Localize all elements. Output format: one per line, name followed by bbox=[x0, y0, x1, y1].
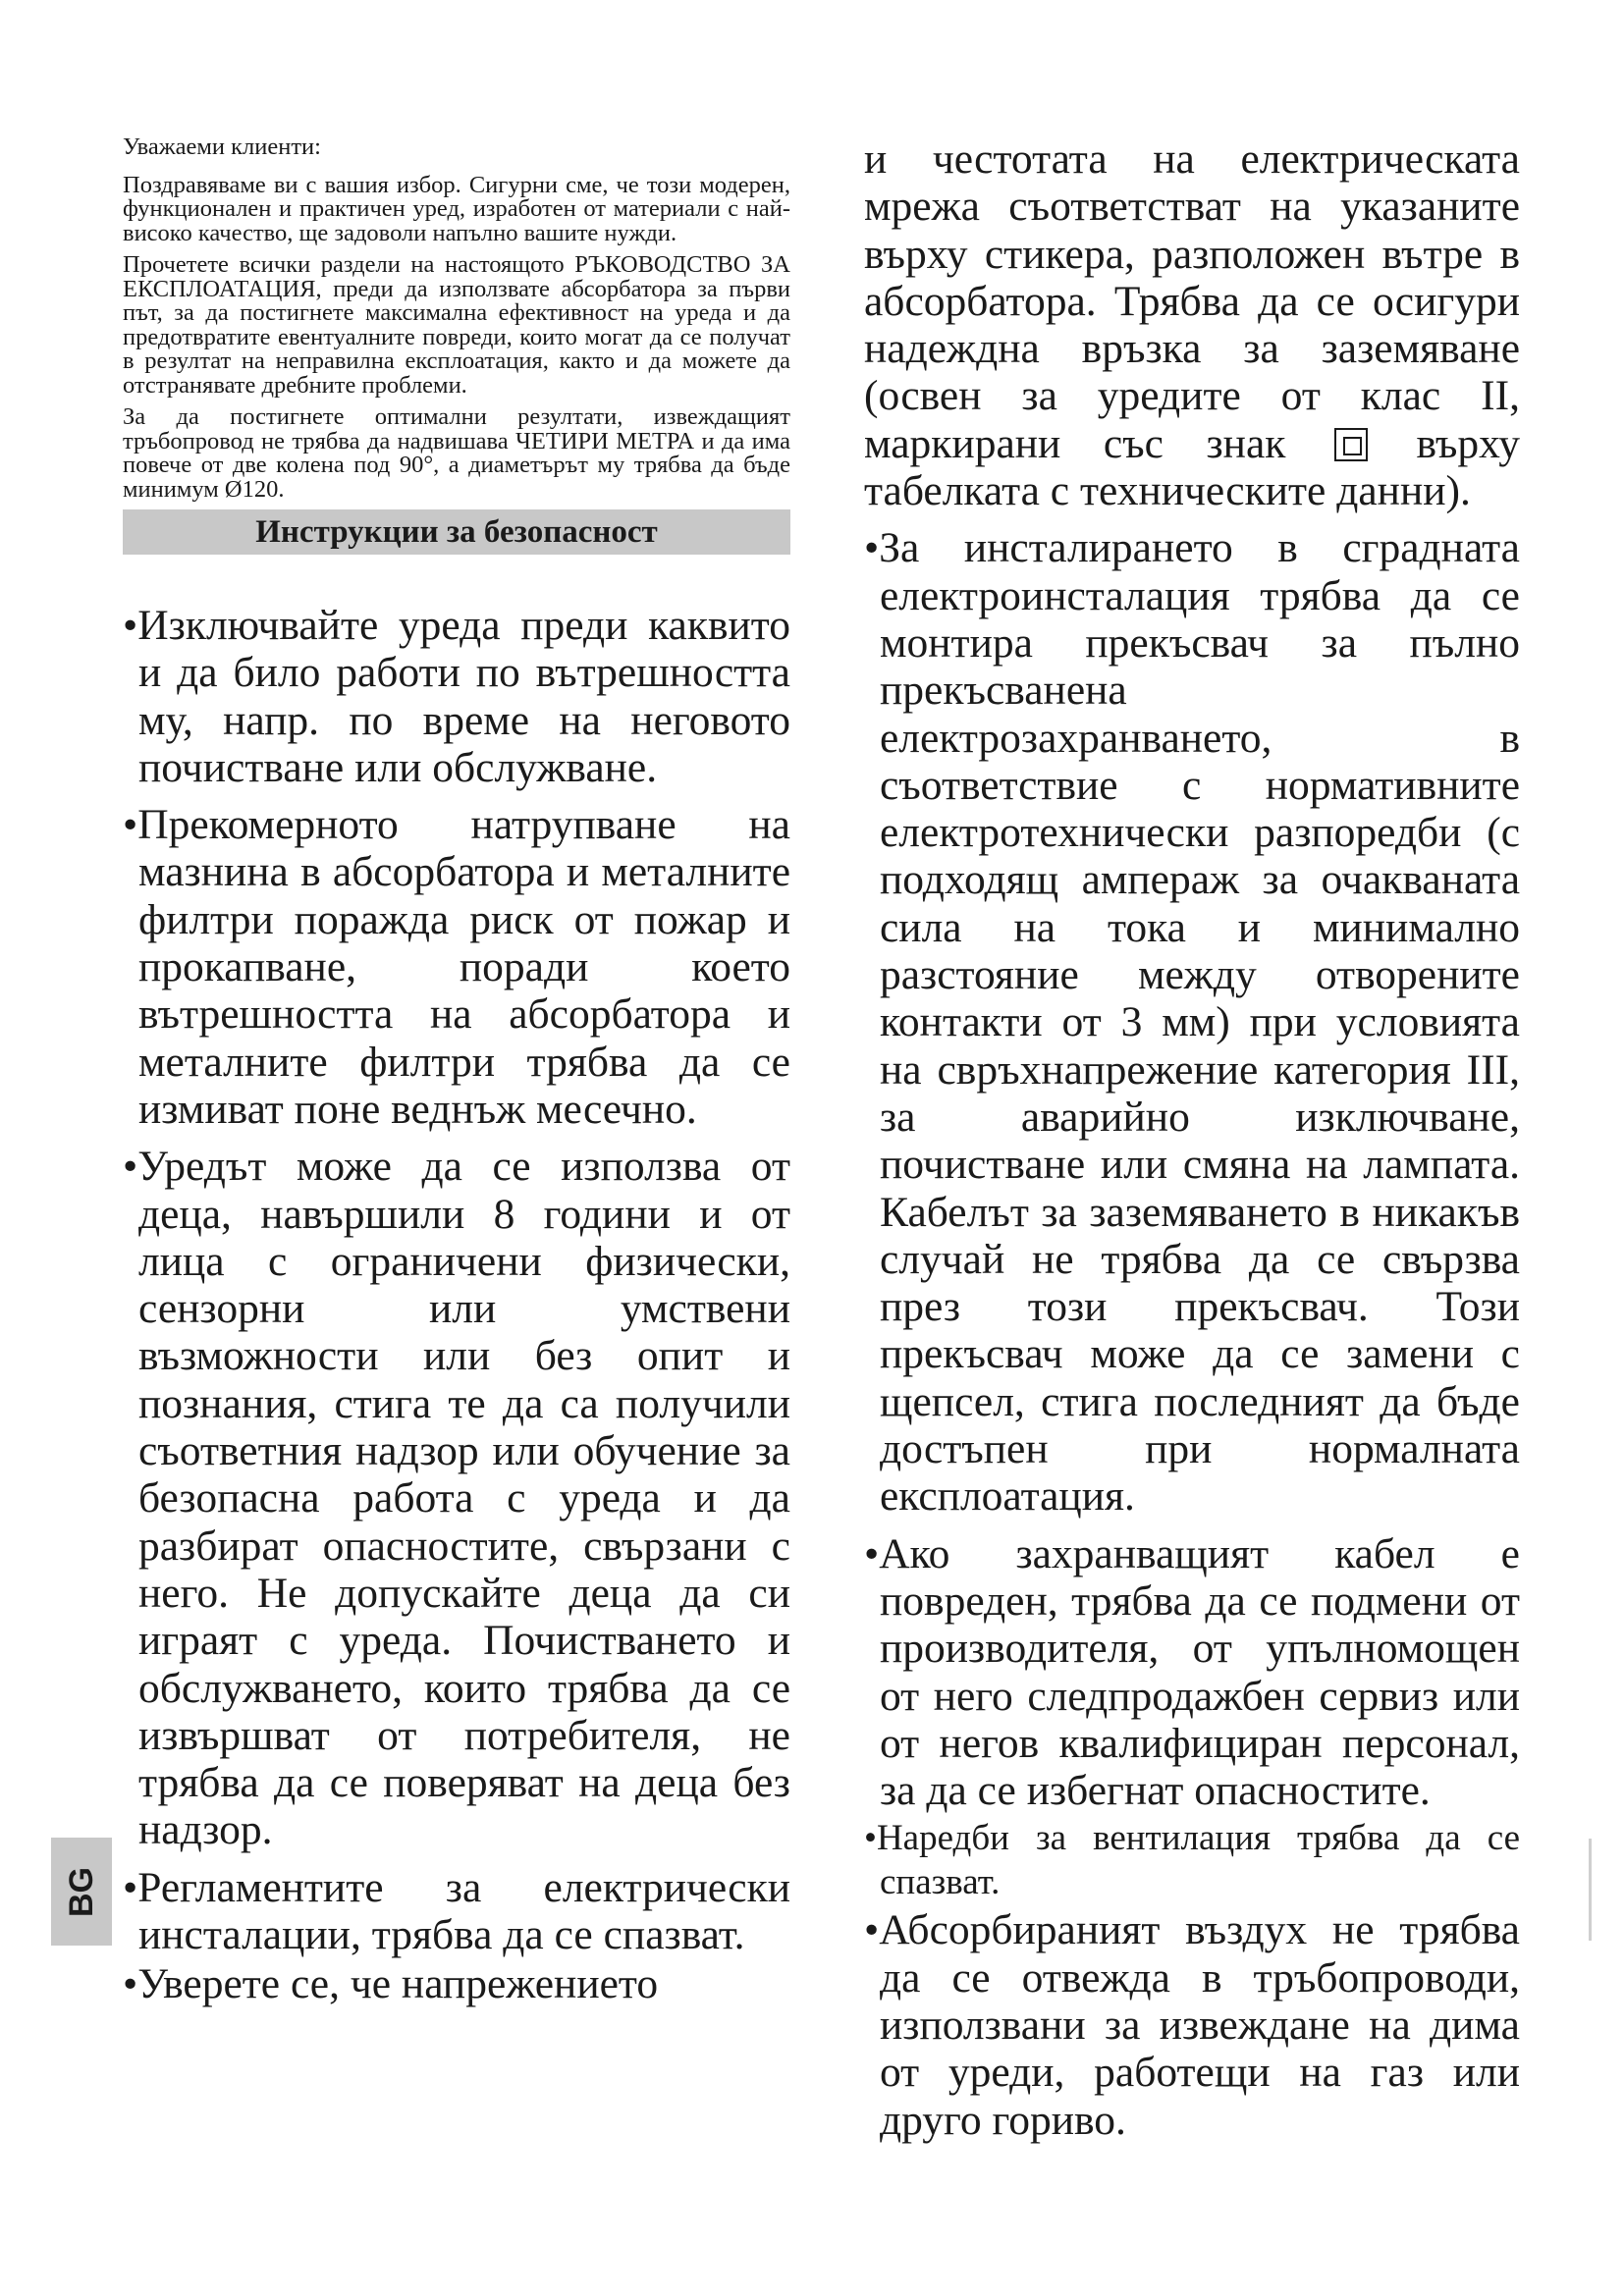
intro-paragraph: Прочетете всички раздели на настоящото РЪКОВОДСТВО ЗА ЕКСПЛОАТАЦИЯ, преди да използвате абсорбатора за първи път, за да постигнете максимална ефективност на уреда и да предотвратите евентуалните повреди, които могат да се получат в резултат на неправилна експлоатация, както и да можете да отстранявате дребните проблеми. bbox=[123, 251, 790, 399]
left-column bbox=[123, 135, 790, 2018]
continued-paragraph bbox=[864, 135, 1520, 514]
safety-bullet: •Уредът може да се използва от деца, навършили 8 години и от лица с ограничени физически, сензорни или умствени възможности или без опит и познания, стига те да са получили съответния надзор или обучение за безопасна работа с уреда и да разбират опасностите, свързани с него. Не допускайте деца да си играят с уреда. Почистването и обслужването, които трябва да се извършват от потребителя, не трябва да се поверяват на деца без надзор. bbox=[123, 1143, 790, 1854]
page-edge-marker bbox=[1589, 1839, 1592, 1941]
language-code: BG bbox=[62, 1866, 100, 1917]
section-title: Инструкции за безопасност bbox=[255, 513, 658, 550]
continued-text-end: върху табелката с техническите данни). bbox=[864, 419, 1520, 515]
safety-bullet: •Уверете се, че напрежението bbox=[123, 1960, 659, 2008]
safety-bullet: •Прекомерното натрупване на мазнина в абсорбатора и металните филтри поражда риск от пожар и прокапване, поради което вътрешността на абсорбатора и металните филтри трябва да се измиват поне веднъж месечно. bbox=[123, 801, 790, 1133]
safety-bullets-left bbox=[123, 602, 790, 2008]
intro-paragraph: Поздравяваме ви с вашия избор. Сигурни сме, че този модерен, функционален и практичен уред, изработен от материали с най-високо качество, ще задоволи напълно вашите нужди. bbox=[123, 171, 790, 246]
safety-bullet: •Ако захранващият кабел е повреден, трябва да се подмени от производителя, от упълномощен от него следпродажбен сервиз или от негов квалифициран персонал, за да се избегнат опасностите. bbox=[864, 1529, 1520, 1815]
intro-paragraph: За да постигнете оптимални резултати, извеждащият тръбопровод не трябва да надвишава ЧЕТИРИ МЕТРА и да има повече от две колена под 90°, а диаметърът му трябва да бъде минимум Ø120. bbox=[123, 403, 790, 503]
class-ii-symbol-icon bbox=[1334, 428, 1368, 461]
safety-bullet: •За инсталирането в сградната електроинсталация трябва да се монтира прекъсвач за пълно прекъсванена електрозахранването, в съответствие с нормативните електротехнически разпоредби (с подходящ ампераж за очакваната сила на тока и минимално разстояние между отворените контакти от 3 мм) при условията на свръхнапрежение категория III, за аварийно изключване, почистване или смяна на лампата. Кабелът за заземяването в никакъв случай не трябва да се свързва през този прекъсвач. Този прекъсвач може да се замени с щепсел, стига последният да бъде достъпен при нормалната експлоатация. bbox=[864, 524, 1520, 1521]
continued-text: и честотата на електрическата мрежа съответстват на указаните върху стикера, разположен вътре в абсорбатора. Трябва да се осигури надеждна връзка за заземяване (освен за уредите от клас II, маркирани със знак bbox=[864, 135, 1520, 467]
greeting: Уважаеми клиенти: bbox=[123, 133, 321, 160]
safety-bullet: •Регламентите за електрически инсталации, трябва да се спазват. bbox=[123, 1863, 790, 1959]
section-heading-bar bbox=[123, 509, 790, 555]
safety-bullet: •Абсорбираният въздух не трябва да се отвежда в тръбопроводи, използвани за извеждане на дима от уреди, работещи на газ или друго гориво. bbox=[864, 1906, 1520, 2144]
safety-bullet: •Наредби за вентилация трябва да се спазват. bbox=[864, 1818, 1520, 1903]
safety-bullet: •Изключвайте уреда преди каквито и да било работи по вътрешността му, напр. по време на неговото почистване или обслужване. bbox=[123, 602, 790, 791]
right-column bbox=[864, 135, 1520, 2154]
intro-section bbox=[123, 135, 790, 502]
language-tab bbox=[51, 1838, 112, 1946]
